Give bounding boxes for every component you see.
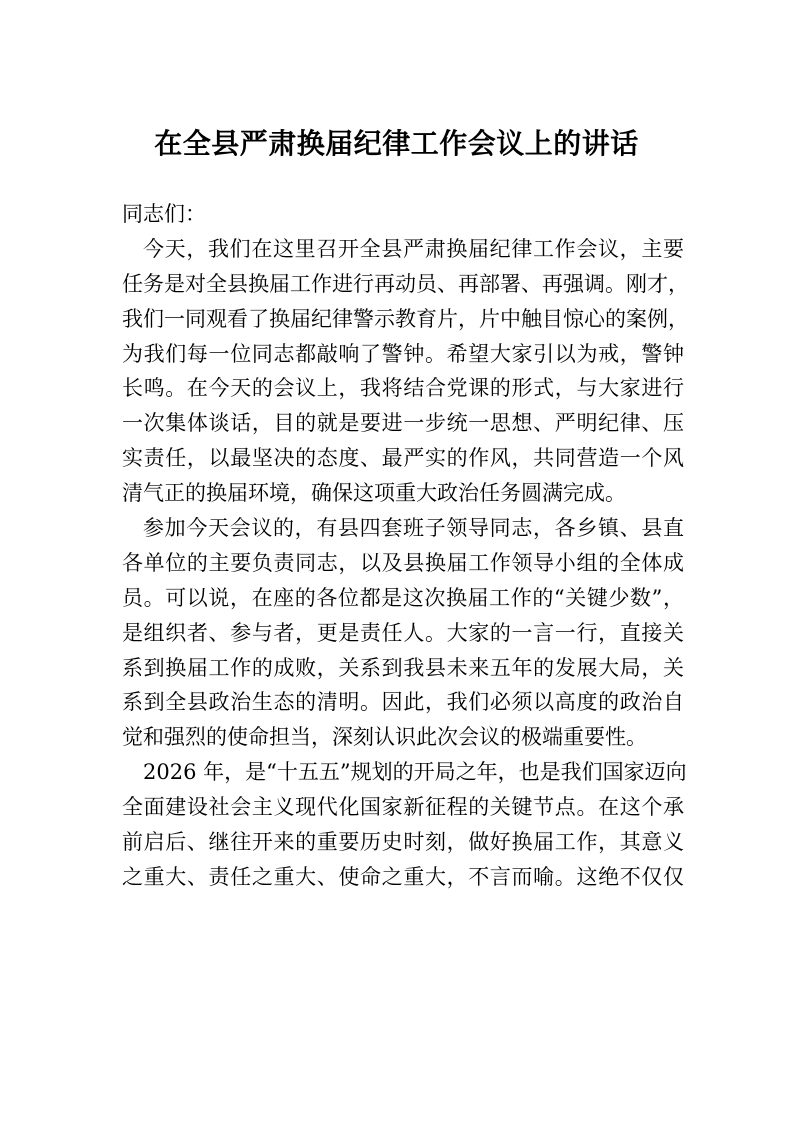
paragraph-2-line-3: 员。可以说，在座的各位都是这次换届工作的“关键少数”， <box>122 585 684 610</box>
paragraph-3-line-2: 全面建设社会主义现代化国家新征程的关键节点。在这个承 <box>122 795 684 820</box>
paragraph-2-line-1: 参加今天会议的，有县四套班子领导同志，各乡镇、县直 <box>143 516 684 541</box>
paragraph-1-line-3: 我们一同观看了换届纪律警示教育片，片中触目惊心的案例， <box>122 306 689 331</box>
paragraph-3-line-3: 前启后、继往开来的重要历史时刻，做好换届工作，其意义 <box>122 830 684 855</box>
paragraph-2-line-7: 觉和强烈的使命担当，深刻认识此次会议的极端重要性。 <box>122 725 647 750</box>
document-body <box>122 197 689 895</box>
paragraph-1-line-7: 实责任，以最坚决的态度、最严实的作风，共同营造一个风 <box>122 446 684 471</box>
paragraph-2-line-4: 是组织者、参与者，更是责任人。大家的一言一行，直接关 <box>122 620 684 645</box>
document-title: 在全县严肃换届纪律工作会议上的讲话 <box>154 127 639 160</box>
paragraph-2-line-5: 系到换届工作的成败，关系到我县未来五年的发展大局，关 <box>122 655 684 680</box>
paragraph-2-line-6: 系到全县政治生态的清明。因此，我们必须以高度的政治自 <box>122 690 684 715</box>
paragraph-1-line-2: 任务是对全县换届工作进行再动员、再部署、再强调。刚才， <box>122 271 689 296</box>
salutation: 同志们： <box>122 202 206 226</box>
paragraph-1-line-6: 一次集体谈话，目的就是要进一步统一思想、严明纪律、压 <box>122 411 684 436</box>
paragraph-1-line-8: 清气正的换届环境，确保这项重大政治任务圆满完成。 <box>122 481 626 506</box>
paragraph-1-line-5: 长鸣。在今天的会议上，我将结合党课的形式，与大家进行 <box>122 376 684 401</box>
paragraph-3-line-1: 2026 年，是“十五五”规划的开局之年，也是我们国家迈向 <box>143 760 687 785</box>
paragraph-1-line-4: 为我们每一位同志都敲响了警钟。希望大家引以为戒，警钟 <box>122 341 684 366</box>
paragraph-1-line-1: 今天，我们在这里召开全县严肃换届纪律工作会议，主要 <box>143 236 684 261</box>
paragraph-3-line-4: 之重大、责任之重大、使命之重大，不言而喻。这绝不仅仅 <box>122 864 684 889</box>
paragraph-2-line-2: 各单位的主要负责同志，以及县换届工作领导小组的全体成 <box>122 550 684 575</box>
